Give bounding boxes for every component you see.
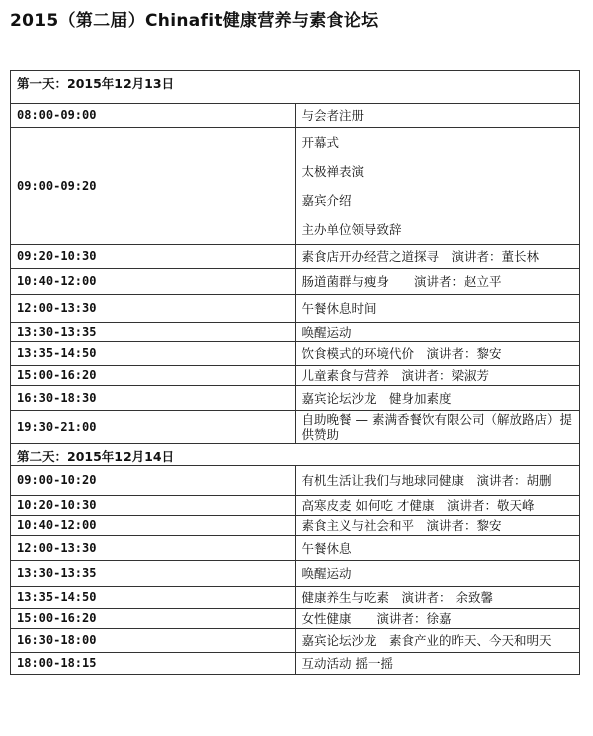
time-slot: 12:00-13:30: [11, 295, 296, 323]
schedule-row: [11, 269, 580, 295]
event-item: 互动活动 摇一摇: [301, 656, 393, 671]
time-slot: 12:00-13:30: [11, 536, 296, 561]
event-item: 素食主义与社会和平 演讲者：黎安: [301, 518, 502, 533]
schedule-row: [11, 561, 580, 587]
schedule-row: [11, 366, 580, 386]
schedule-row: [11, 386, 580, 411]
day-header-row: [11, 444, 580, 466]
event-item: 嘉宾介绍: [301, 193, 352, 208]
time-slot: 15:00-16:20: [11, 366, 296, 386]
schedule-row: [11, 609, 580, 629]
time-slot: 19:30-21:00: [11, 411, 296, 444]
event-item: 午餐休息时间: [301, 301, 377, 316]
event-cell: [295, 561, 580, 587]
time-slot: 09:20-10:30: [11, 245, 296, 269]
time-slot: 13:30-13:35: [11, 323, 296, 342]
event-item: 肠道菌群与瘦身 演讲者：赵立平: [301, 274, 502, 289]
event-cell: [295, 104, 580, 128]
event-cell: [295, 128, 580, 245]
time-slot: 16:30-18:30: [11, 386, 296, 411]
event-cell: [295, 342, 580, 366]
schedule-row: [11, 496, 580, 516]
event-item: 健康养生与吃素 演讲者： 余致馨: [301, 590, 493, 605]
event-cell: [295, 386, 580, 411]
time-slot: 13:35-14:50: [11, 587, 296, 609]
event-cell: [295, 629, 580, 653]
event-cell: [295, 466, 580, 496]
event-cell: [295, 536, 580, 561]
event-item: 与会者注册: [301, 108, 365, 123]
event-cell: [295, 323, 580, 342]
schedule-row: [11, 104, 580, 128]
event-item: 开幕式: [301, 135, 340, 150]
event-cell: [295, 609, 580, 629]
time-slot: 18:00-18:15: [11, 653, 296, 675]
time-slot: 10:40-12:00: [11, 516, 296, 536]
day-label: 第一天：2015年12月13日: [11, 71, 580, 104]
event-item: 唤醒运动: [301, 324, 352, 340]
event-cell: [295, 269, 580, 295]
time-slot: 09:00-09:20: [11, 128, 296, 245]
event-item: 儿童素食与营养 演讲者：梁淑芳: [301, 368, 490, 383]
event-item: 嘉宾论坛沙龙 健身加素度: [301, 390, 452, 406]
schedule-row: [11, 653, 580, 675]
day-header-row: [11, 71, 580, 104]
schedule-row: [11, 466, 580, 496]
schedule-row: [11, 342, 580, 366]
event-item: 女性健康 演讲者：徐嘉: [301, 611, 452, 626]
event-cell: [295, 366, 580, 386]
time-slot: 16:30-18:00: [11, 629, 296, 653]
schedule-table: [10, 70, 580, 675]
time-slot: 15:00-16:20: [11, 609, 296, 629]
schedule-row: [11, 295, 580, 323]
event-cell: [295, 587, 580, 609]
schedule-row: [11, 411, 580, 444]
event-item: 主办单位领导致辞: [301, 222, 402, 237]
event-item: 太极禅表演: [301, 164, 365, 179]
event-cell: [295, 653, 580, 675]
event-item: 午餐休息: [301, 540, 352, 556]
event-item: 饮食模式的环境代价 演讲者：黎安: [301, 346, 502, 361]
event-item: 有机生活让我们与地球同健康 演讲者：胡删: [301, 473, 552, 488]
schedule-row: [11, 516, 580, 536]
schedule-row: [11, 128, 580, 245]
time-slot: 10:40-12:00: [11, 269, 296, 295]
event-cell: [295, 411, 580, 444]
event-cell: [295, 516, 580, 536]
page-title: 2015（第二届）Chinafit健康营养与素食论坛: [10, 11, 379, 31]
time-slot: 09:00-10:20: [11, 466, 296, 496]
schedule-row: [11, 587, 580, 609]
event-item: 自助晚餐 — 素满香餐饮有限公司（解放路店）提供赞助: [301, 412, 572, 442]
time-slot: 10:20-10:30: [11, 496, 296, 516]
day-label: 第二天：2015年12月14日: [11, 444, 580, 466]
schedule-row: [11, 245, 580, 269]
event-item: 唤醒运动: [301, 566, 352, 581]
time-slot: 13:35-14:50: [11, 342, 296, 366]
event-cell: [295, 496, 580, 516]
schedule-row: [11, 536, 580, 561]
schedule-row: [11, 323, 580, 342]
time-slot: 13:30-13:35: [11, 561, 296, 587]
event-item: 高寒皮麦 如何吃 才健康 演讲者：敬天峰: [301, 498, 535, 513]
event-item: 嘉宾论坛沙龙 素食产业的昨天、今天和明天: [301, 633, 552, 648]
event-item: 素食店开办经营之道探寻 演讲者：董长林: [301, 249, 540, 264]
time-slot: 08:00-09:00: [11, 104, 296, 128]
event-cell: [295, 295, 580, 323]
event-cell: [295, 245, 580, 269]
schedule-row: [11, 629, 580, 653]
